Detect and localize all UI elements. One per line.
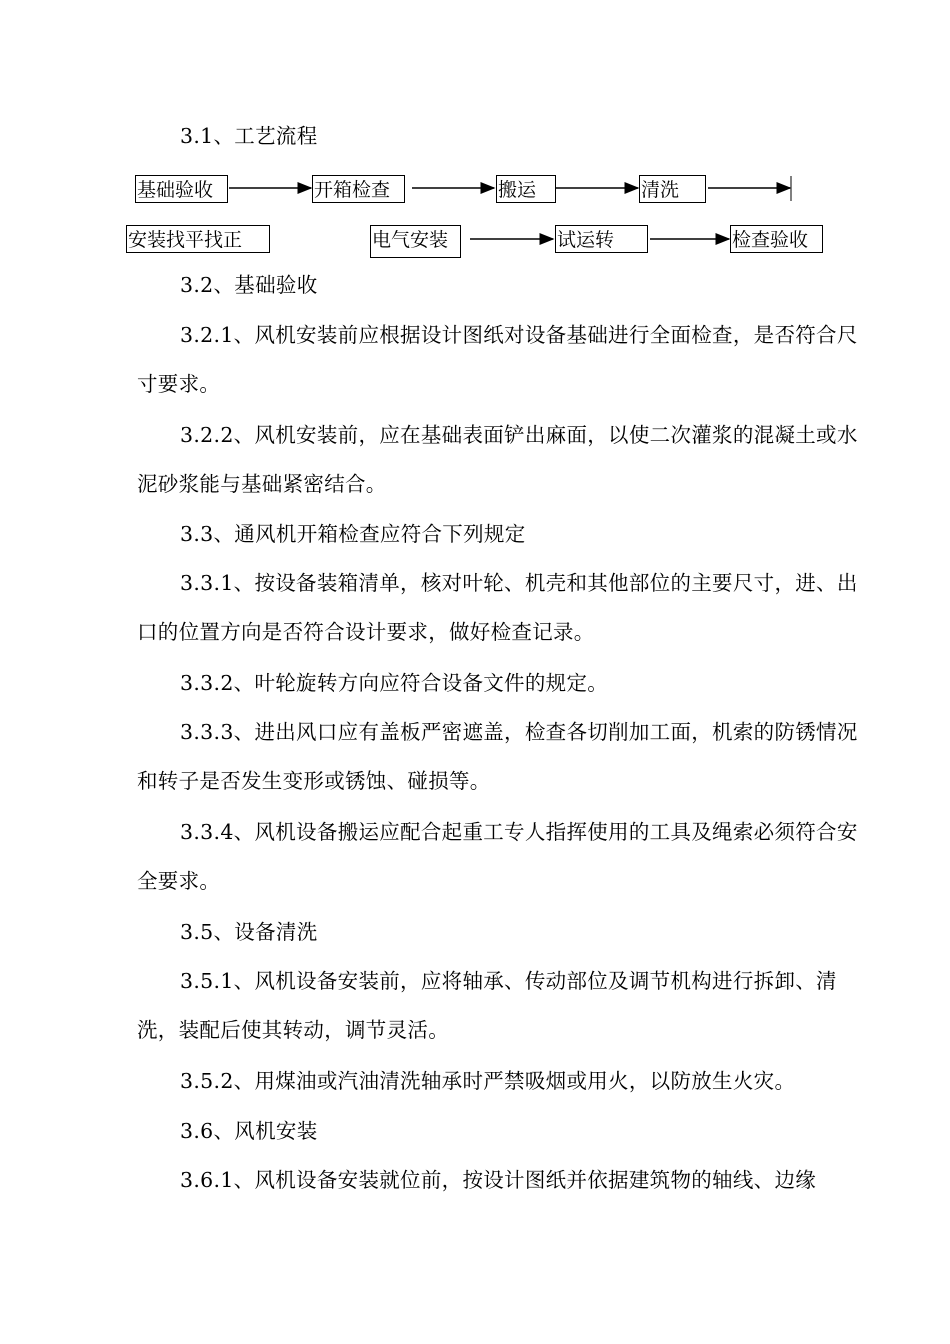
paragraph-3-3-1: 3.3.1、按设备装箱清单，核对叶轮、机壳和其他部位的主要尺寸，进、出口的位置方向是否符合设计要求，做好检查记录。	[137, 571, 858, 644]
flow-arrows	[0, 0, 950, 300]
flow-step-acceptance: 检查验收	[730, 225, 823, 253]
paragraph-3-2-1: 3.2.1、风机安装前应根据设计图纸对设备基础进行全面检查，是否符合尺寸要求。	[137, 323, 858, 396]
section-3-2-heading: 3.2、基础验收	[180, 273, 318, 297]
paragraph-3-5-2: 3.5.2、用煤油或汽油清洗轴承时严禁吸烟或用火，以防放生火灾。	[180, 1069, 796, 1093]
flow-step-test-run: 试运转	[555, 225, 648, 253]
flow-step-electrical: 电气安装	[370, 225, 461, 258]
section-3-3-heading: 3.3、通风机开箱检查应符合下列规定	[180, 522, 526, 546]
flow-step-foundation-check: 基础验收	[135, 175, 228, 203]
section-3-6-heading: 3.6、风机安装	[180, 1119, 318, 1143]
paragraph-3-5-1: 3.5.1、风机设备安装前，应将轴承、传动部位及调节机构进行拆卸、清洗，装配后使其转动，调节灵活。	[137, 969, 837, 1042]
paragraph-3-3-4: 3.3.4、风机设备搬运应配合起重工专人指挥使用的工具及绳索必须符合安全要求。	[137, 820, 858, 893]
flow-step-cleaning: 清洗	[639, 175, 706, 203]
flow-step-unboxing: 开箱检查	[312, 175, 405, 203]
paragraph-3-3-2: 3.3.2、叶轮旋转方向应符合设备文件的规定。	[180, 671, 609, 695]
paragraph-3-2-2: 3.2.2、风机安装前，应在基础表面铲出麻面，以使二次灌浆的混凝土或水泥砂浆能与基础紧密结合。	[137, 423, 858, 496]
paragraph-3-3-3: 3.3.3、进出风口应有盖板严密遮盖，检查各切削加工面，机索的防锈情况和转子是否发生变形或锈蚀、碰损等。	[137, 720, 858, 793]
flow-step-transport: 搬运	[496, 175, 556, 203]
section-3-1-heading: 3.1、工艺流程	[180, 124, 318, 148]
paragraph-3-6-1: 3.6.1、风机设备安装就位前，按设计图纸并依据建筑物的轴线、边缘	[180, 1168, 817, 1192]
flow-step-leveling: 安装找平找正	[126, 225, 270, 253]
section-3-5-heading: 3.5、设备清洗	[180, 920, 318, 944]
